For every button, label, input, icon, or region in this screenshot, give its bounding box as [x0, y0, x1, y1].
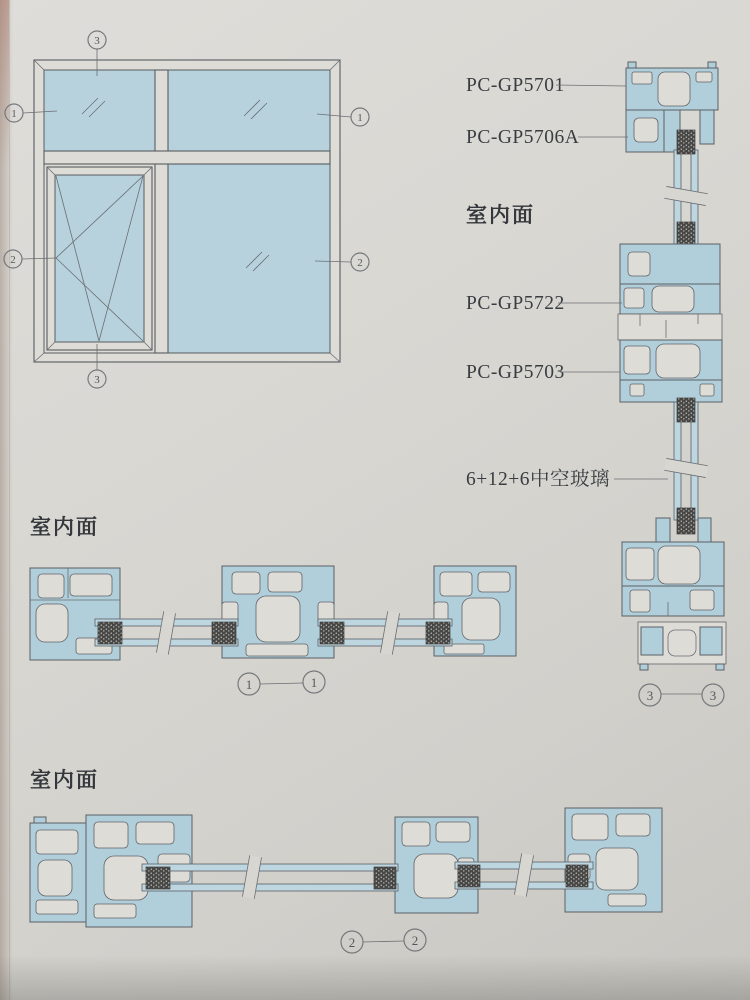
center-mullion-cluster — [222, 566, 334, 658]
window-elevation-view — [4, 31, 369, 388]
section-mark-3-number: 3 — [709, 688, 717, 703]
vertical-section-detail — [618, 62, 726, 706]
horizontal-transom-bar — [44, 151, 330, 164]
section-mark-1-number: 1 — [245, 677, 253, 692]
right-jamb-cluster — [565, 808, 662, 912]
label-pc-gp5722 — [466, 293, 622, 314]
horizontal-section-1 — [30, 566, 516, 695]
glass-break-symbol — [664, 458, 707, 477]
transom-profile-cluster — [618, 244, 722, 402]
glass-break-symbol — [156, 611, 175, 654]
glazing-spacer — [146, 867, 170, 889]
profile-code-label: PC-GP5703 — [466, 362, 565, 383]
glazing-unit-vertical-lower — [664, 398, 707, 534]
label-pc-gp5703 — [466, 362, 620, 383]
glass-break-symbol — [664, 186, 707, 205]
casement-sash — [47, 167, 152, 350]
profile-code-label: PC-GP5701 — [466, 75, 565, 96]
glazing-spacer — [677, 508, 695, 534]
fixed-pane-top-left — [44, 70, 155, 151]
horizontal-section-2 — [30, 808, 662, 953]
callout-3-bottom-number: 3 — [94, 374, 100, 386]
section-mark-1-number: 1 — [310, 675, 318, 690]
callout-2-right-number: 2 — [357, 257, 363, 269]
section-mark-2-2 — [341, 929, 426, 953]
glazing-spacer — [677, 398, 695, 422]
fixed-pane-bottom-right — [168, 164, 330, 353]
frame-jamb-cluster — [30, 817, 88, 922]
glass-spec-label: 6+12+6中空玻璃 — [466, 469, 610, 490]
section-mark-3-3 — [639, 684, 724, 706]
glass-break-symbol — [242, 855, 261, 898]
profile-code-label: PC-GP5722 — [466, 293, 565, 314]
glazing-spacer — [320, 622, 344, 644]
glazing-spacer — [426, 622, 450, 644]
glazing-spacer — [566, 865, 588, 887]
glazing-spacer — [677, 222, 695, 246]
vertical-mullion-bar — [155, 70, 168, 353]
section-mark-2-number: 2 — [348, 935, 356, 950]
glass-break-symbol — [514, 853, 533, 896]
interior-face-label-middle: 室内面 — [30, 515, 99, 539]
label-glass-spec — [466, 468, 668, 490]
glazing-spacer — [677, 130, 695, 154]
glazing-spacer — [212, 622, 236, 644]
label-pc-gp5701 — [466, 75, 626, 96]
section-mark-1-1 — [238, 671, 325, 695]
profile-code-label: PC-GP5706A — [466, 127, 580, 148]
sill-profile-cluster — [622, 518, 726, 670]
callout-1-right-number: 1 — [357, 112, 363, 124]
section-mark-3-number: 3 — [646, 688, 654, 703]
callout-3-top-number: 3 — [94, 35, 100, 47]
interior-face-label-bottom: 室内面 — [30, 768, 99, 792]
glass-break-symbol — [380, 611, 399, 654]
glazing-spacer — [98, 622, 122, 644]
callout-2-left-number: 2 — [10, 254, 16, 266]
glazing-spacer — [458, 865, 480, 887]
head-profile-cluster — [626, 62, 718, 152]
glazing-unit-horizontal-right — [318, 611, 452, 654]
interior-face-label-right: 室内面 — [466, 203, 535, 227]
label-pc-gp5706a — [466, 127, 628, 148]
section-mark-2-number: 2 — [411, 933, 419, 948]
glazing-spacer — [374, 867, 396, 889]
callout-1-left-number: 1 — [11, 108, 17, 120]
